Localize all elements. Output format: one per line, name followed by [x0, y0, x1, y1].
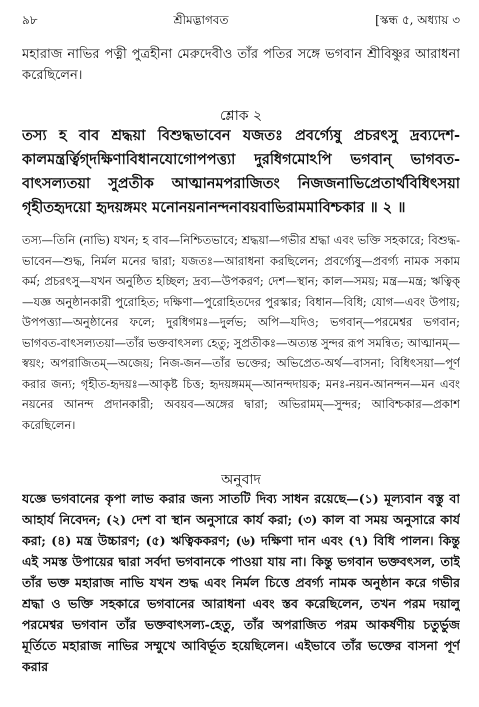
book-page [22, 12, 460, 677]
section-reference: [স্কন্ধ ৫, অধ্যায় ৩ [375, 13, 460, 27]
sanskrit-verse: তস্য হ বাব শ্রদ্ধয়া বিশুদ্ধভাবেন যজতঃ প্রবর্গ্যেষু প্রচরৎসু দ্রব্যদেশ-কালমন্ত্রর্ত্বিগ্‌দক্ষিণাবিধানযোগোপপত্ত্যা দুরধিগমোঽপি ভগবান্ ভাগবত-বাৎসল্যতয়া সুপ্রতীক আত্মানমপরাজিতং নিজজনাভিপ্রেতার্থবিধিৎসয়া গৃহীতহৃদয়ো হৃদয়ঙ্গমং মনোনয়নানন্দনাবয়বাভিরামমাবিশ্চকার ॥ ২ ॥ [22, 127, 460, 216]
sloka-heading: শ্লোক ২ [219, 108, 263, 124]
translation-heading: অনুবাদ [221, 472, 261, 488]
page-number: ৯৮ [22, 13, 38, 27]
intro-paragraph: মহারাজ নাভির পত্নী পুত্রহীনা মেরুদেবীও তাঁর পতির সঙ্গে ভগবান শ্রীবিষ্ণুর আরাধনা করেছিলেন। [22, 47, 460, 83]
translation-paragraph: যজ্ঞে ভগবানের কৃপা লাভ করার জন্য সাতটি দিব্য সাধন রয়েছে—(১) মূল্যবান বস্তু বা আহার্য নিবেদন; (২) দেশ বা স্থান অনুসারে কার্য করা; (৩) কাল বা সময় অনুসারে কার্য করা; (৪) মন্ত্র উচ্চারণ; (৫) ঋত্বিককরণ; (৬) দক্ষিণা দান এবং (৭) বিধি পালন। কিন্তু এই সমস্ত উপায়ের দ্বারা সর্বদা ভগবানকে পাওয়া যায় না। কিন্তু ভগবান ভক্তবৎসল, তাই তাঁর ভক্ত মহারাজ নাভি যখন শুদ্ধ এবং নির্মল চিত্তে প্রবর্গ্য নামক অনুষ্ঠান করে গভীর শ্রদ্ধা ও ভক্তি সহকারে ভগবানের আরাধনা এবং স্তব করেছিলেন, তখন পরম দয়ালু পরমেশ্বর ভগবান তাঁর ভক্তবাৎসল্য-হেতু, তাঁর অপরাজিত পরম আকর্ষণীয় চতুর্ভুজ মূর্তিতে মহারাজ নাভির সম্মুখে আবির্ভূত হয়েছিলেন। এইভাবে তাঁর ভক্তের বাসনা পূর্ণ করার [22, 491, 460, 674]
word-synonyms: তস্য—তিনি (নাভি) যখন; হ বাব—নিশ্চিতভাবে; শ্রদ্ধয়া—গভীর শ্রদ্ধা এবং ভক্তি সহকারে; বিশুদ্ধ-ভাবেন—শুদ্ধ, নির্মল মনের দ্বারা; যজতঃ—আরাধনা করছিলেন; প্রবর্গ্যেষু—প্রবর্গ্য নামক সকাম কর্ম; প্রচরৎসু—যখন অনুষ্ঠিত হচ্ছিল; দ্রব্য—উপকরণ; দেশ—স্থান; কাল—সময়; মন্ত্র—মন্ত্র; ঋত্বিক্—যজ্ঞ অনুষ্ঠানকারী পুরোহিত; দক্ষিণা—পুরোহিতদের পুরস্কার; বিধান—বিধি; যোগ—এবং উপায়; উপপত্ত্যা—অনুষ্ঠানের ফলে; দুরধিগমঃ—দুর্লভ; অপি—যদিও; ভগবান্—পরমেশ্বর ভগবান; ভাগবত-বাৎসল্যতয়া—তাঁর ভক্তবাৎসল্য হেতু; সুপ্রতীকঃ—অত্যন্ত সুন্দর রূপ সমন্বিত; আত্মানম্—স্বয়ং; অপরাজিতম্—অজেয়; নিজ-জন—তাঁর ভক্তের; অভিপ্রেত-অর্থ—বাসনা; বিধিৎসয়া—পূর্ণ করার জন্য; গৃহীত-হৃদয়ঃ—আকৃষ্ট চিত্ত; হৃদয়ঙ্গমম্—আনন্দদায়ক; মনঃ-নয়ন-আনন্দন—মন এবং নয়নের আনন্দ প্রদানকারী; অবয়ব—অঙ্গের দ্বারা; অভিরামম্—সুন্দর; আবিশ্চকার—প্রকাশ করেছিলেন। [22, 233, 460, 432]
running-header [22, 12, 460, 30]
book-title: শ্রীমদ্ভাগবত [173, 13, 229, 27]
